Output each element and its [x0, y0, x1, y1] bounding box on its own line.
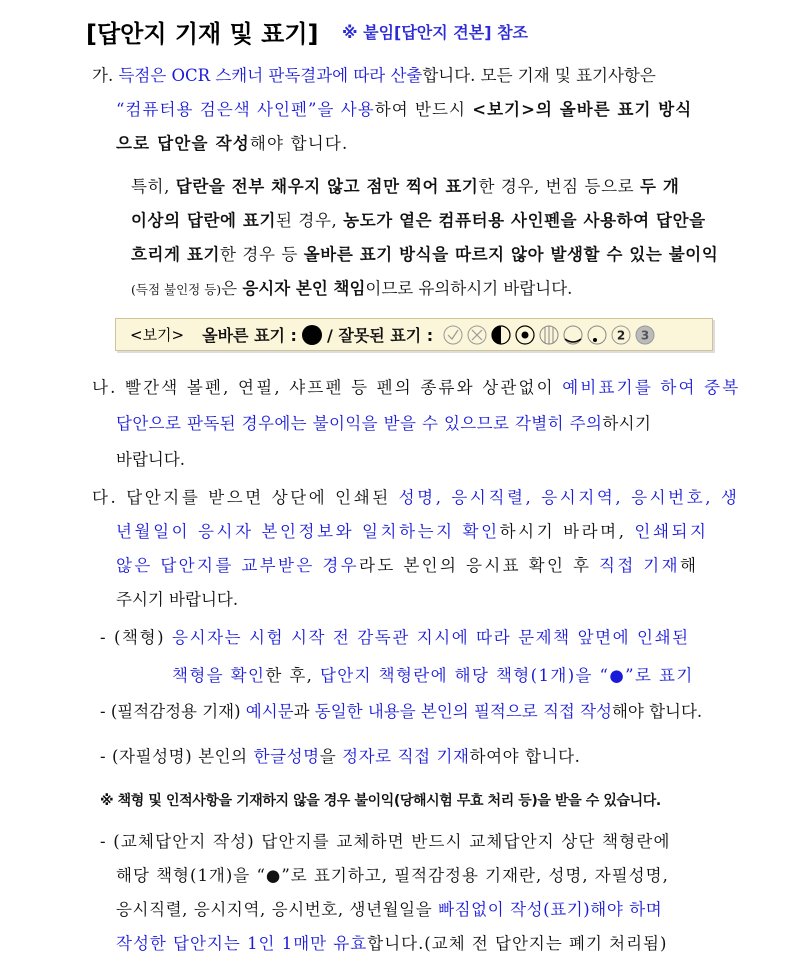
text-segment: 이상의 답란에 표기 — [131, 211, 277, 230]
text-segment: 응시자는 시험 시작 전 감독관 지시에 따라 문제책 앞면에 인쇄된 — [172, 628, 690, 647]
number-2-text: 2 — [617, 328, 626, 342]
lined-circle-icon — [540, 326, 558, 344]
correct-mark-label: 올바른 표기 : — [202, 326, 297, 345]
text-segment: 을 — [319, 747, 343, 766]
text-line — [100, 825, 671, 859]
text-segment: 빠짐없이 작성(표기)해야 하며 — [438, 900, 663, 919]
text-segment: 답란을 전부 채우지 않고 점만 찍어 표기 — [175, 177, 479, 196]
text-segment: 은 — [221, 279, 243, 298]
text-segment: 답안지 책형란에 해당 책형(1개)을 “●”로 표기 — [319, 666, 694, 685]
text-segment: - (책형) — [100, 628, 173, 647]
text-segment: 정자로 직접 기재 — [342, 747, 470, 766]
text-segment: 해야 합니다. — [249, 134, 349, 153]
text-line — [92, 481, 739, 515]
text-segment: 직접 기재 — [598, 556, 680, 575]
page-title: [답안지 기재 및 표기] — [86, 20, 319, 48]
text-segment: - (교체답안지 작성) 답안지를 교체하면 반드시 교체답안지 상단 책형란에 — [100, 832, 671, 851]
text-line — [92, 549, 739, 583]
text-segment: 흐리게 표기 — [131, 245, 221, 264]
text-line — [100, 695, 702, 729]
text-segment: - (필적감정용 기재) — [100, 702, 246, 721]
wrong-mark-label: / 잘못된 표기 : — [326, 326, 434, 345]
text-segment: 한 경우, 번짐 등으로 — [478, 177, 641, 196]
text-line — [92, 370, 740, 406]
text-segment: 않은 답안지를 교부받은 경우 — [116, 556, 360, 575]
text-line — [92, 442, 740, 478]
text-segment: 하여 반드시 — [374, 100, 473, 119]
section-na — [92, 370, 740, 478]
text-segment: 책형을 확인 — [172, 666, 266, 685]
text-segment: “컴퓨터용 검은색 사인펜”을 사용 — [116, 100, 375, 119]
number-2-circle-icon — [612, 326, 630, 344]
text-segment: 한 후, — [265, 666, 320, 685]
text-segment: 한 경우 등 — [220, 245, 304, 264]
text-segment: 동일한 내용을 본인의 필적으로 직접 작성 — [314, 702, 612, 721]
text-segment: 합니다. 모든 기재 및 표기사항은 — [422, 66, 656, 85]
section-booklet-type — [100, 619, 694, 695]
section-da — [92, 481, 739, 617]
dot-small-circle-icon — [588, 326, 606, 344]
text-segment: 성명, 응시직렬, 응시지역, 응시번호, 생 — [398, 488, 740, 507]
text-segment: - (자필성명) 본인의 — [100, 747, 254, 766]
text-line — [100, 657, 694, 695]
text-segment: 해야 합니다. — [611, 702, 703, 721]
warning-note: ※ 책형 및 인적사항을 기재하지 않을 경우 불이익(당해시험 무효 처리 등)을 받을 수 있습니다. — [100, 793, 661, 809]
text-segment: 두 개 — [640, 177, 680, 196]
text-line — [100, 619, 694, 657]
text-segment: 합니다.(교체 전 답안지는 폐기 처리됨) — [367, 934, 668, 953]
section-replacement-sheet — [100, 825, 671, 961]
text-line — [100, 893, 671, 927]
text-segment: 이므로 유의하시기 바랍니다. — [365, 279, 573, 298]
text-segment: 득점은 OCR 스캐너 판독결과에 따라 산출 — [118, 66, 423, 85]
text-segment: 바랍니다. — [116, 450, 186, 469]
text-line — [92, 406, 740, 442]
text-line — [92, 127, 692, 161]
header — [86, 12, 786, 48]
example-label: <보기> — [130, 326, 185, 344]
text-line — [92, 59, 692, 93]
text-segment: 농도가 옅은 컴퓨터용 사인펜을 사용하여 답안을 — [343, 211, 706, 230]
text-segment: 작성한 답안지는 1인 1매만 유효 — [116, 934, 368, 953]
marking-example-box — [115, 318, 713, 351]
text-line — [131, 272, 718, 306]
dot-circle-icon — [516, 326, 534, 344]
text-segment: 으로 답안을 작성 — [116, 134, 250, 153]
text-line — [100, 927, 671, 961]
text-segment: 예시문 — [245, 702, 294, 721]
text-segment: 나. 빨간색 볼펜, 연필, 샤프펜 등 펜의 종류와 상관없이 — [92, 378, 563, 397]
text-line — [92, 515, 739, 549]
x-circle-icon — [468, 326, 486, 344]
text-segment: 하시기 바라며, — [499, 522, 635, 541]
text-segment: 라도 본인의 응시표 확인 후 — [359, 556, 599, 575]
text-segment: 특히, — [131, 177, 176, 196]
text-segment: 주시기 바랍니다. — [116, 590, 239, 609]
text-segment: 해당 책형(1개)을 “●”로 표기하고, 필적감정용 기재란, 성명, 자필성명, — [116, 866, 669, 885]
text-line — [100, 740, 581, 774]
text-segment: 해 — [680, 556, 699, 575]
text-segment: 하여야 합니다. — [469, 747, 581, 766]
text-line — [92, 93, 692, 127]
text-segment: 올바른 표기 방식을 따르지 않아 발생할 수 있는 불이익 — [303, 245, 719, 264]
number-3-text: 3 — [641, 328, 650, 342]
text-segment: 예비표기를 하여 중복 — [562, 378, 741, 397]
section-handwriting — [100, 695, 702, 729]
text-segment: 응시자 본인 책임 — [242, 279, 366, 298]
text-segment: 과 — [293, 702, 315, 721]
text-segment: 된 경우, — [276, 211, 344, 230]
text-segment: 년월일이 응시자 본인정보와 일치하는지 확인 — [116, 522, 500, 541]
text-segment: 하시기 — [602, 414, 652, 433]
section-signature — [100, 740, 581, 774]
text-segment: 가. — [92, 66, 119, 85]
section-ga-detail — [131, 170, 718, 306]
text-segment: (득점 불인정 등) — [131, 282, 222, 297]
partial-circle-icon — [564, 326, 582, 344]
text-segment: 다. 답안지를 받으면 상단에 인쇄된 — [92, 488, 399, 507]
text-line — [100, 859, 671, 893]
text-line — [131, 238, 718, 272]
check-circle-icon — [444, 326, 462, 344]
text-line — [131, 204, 718, 238]
filled-circle-icon — [301, 324, 323, 346]
text-segment: <보기>의 올바른 표기 방식 — [472, 100, 693, 119]
text-segment: 답안으로 판독된 경우에는 불이익을 받을 수 있으므로 각별히 주의 — [116, 414, 603, 433]
text-line — [92, 583, 739, 617]
wrong-marks-strip — [441, 323, 671, 347]
number-3-circle-icon — [636, 326, 654, 344]
text-segment: 인쇄되지 — [634, 522, 709, 541]
text-segment: 응시직렬, 응시지역, 응시번호, 생년월일을 — [116, 900, 439, 919]
reference-note: ※ 붙임[답안지 견본] 참조 — [342, 23, 528, 42]
half-filled-circle-icon — [492, 326, 510, 344]
section-ga — [92, 59, 692, 161]
text-segment: 한글성명 — [253, 747, 320, 766]
text-line — [131, 170, 718, 204]
